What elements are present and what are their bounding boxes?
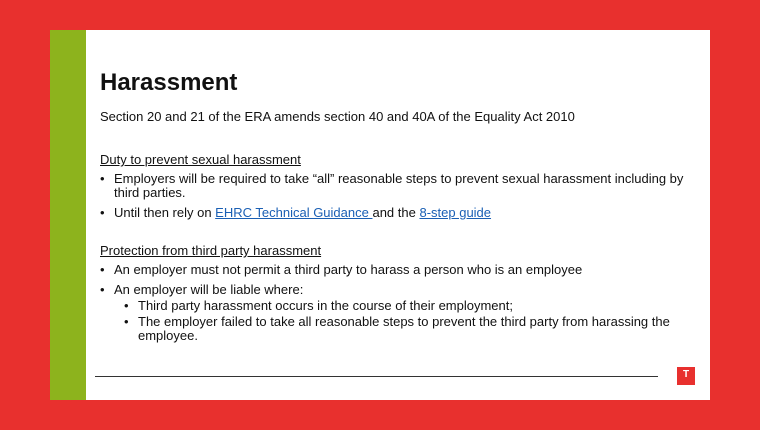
third-party-bullet-2-text: An employer will be liable where: — [114, 282, 304, 297]
section-heading-duty: Duty to prevent sexual harassment — [100, 152, 301, 167]
eight-step-guide-link[interactable]: 8-step guide — [419, 205, 492, 220]
accent-bar — [50, 30, 86, 400]
section-heading-third-party: Protection from third party harassment — [100, 243, 322, 258]
third-party-bullet-2 — [100, 283, 690, 343]
slide-title: Harassment — [100, 69, 238, 96]
duty-bullet-1 — [100, 172, 690, 200]
liability-sub-bullet-2 — [124, 315, 690, 343]
third-party-bullet-1 — [100, 263, 690, 277]
third-party-bullet-list — [100, 263, 690, 343]
liability-sub-bullet-1-text: Third party harassment occurs in the course of their employment; — [138, 298, 513, 313]
duty-bullet-1-text: Employers will be required to take “all” reasonable steps to prevent sexual harassment including by third parties. — [114, 171, 684, 200]
footer-divider — [95, 376, 658, 377]
duty-bullet-2-prefix: Until then rely on — [114, 205, 216, 220]
third-party-bullet-1-text: An employer must not permit a third party to harass a person who is an employee — [114, 262, 583, 277]
liability-sub-bullet-1 — [124, 299, 690, 313]
liability-sub-bullet-2-text: The employer failed to take all reasonable steps to prevent the third party from harassing the employee. — [138, 314, 670, 343]
slide — [50, 30, 710, 400]
liability-sub-list — [114, 299, 690, 343]
ehrc-guidance-link[interactable]: EHRC Technical Guidance — [215, 205, 373, 220]
duty-bullet-2 — [100, 206, 690, 220]
duty-bullet-2-middle: and the — [372, 205, 420, 220]
brand-logo-icon: T — [677, 367, 695, 385]
slide-content — [100, 68, 690, 349]
slide-subtitle: Section 20 and 21 of the ERA amends section 40 and 40A of the Equality Act 2010 — [100, 109, 575, 124]
duty-bullet-list — [100, 172, 690, 220]
